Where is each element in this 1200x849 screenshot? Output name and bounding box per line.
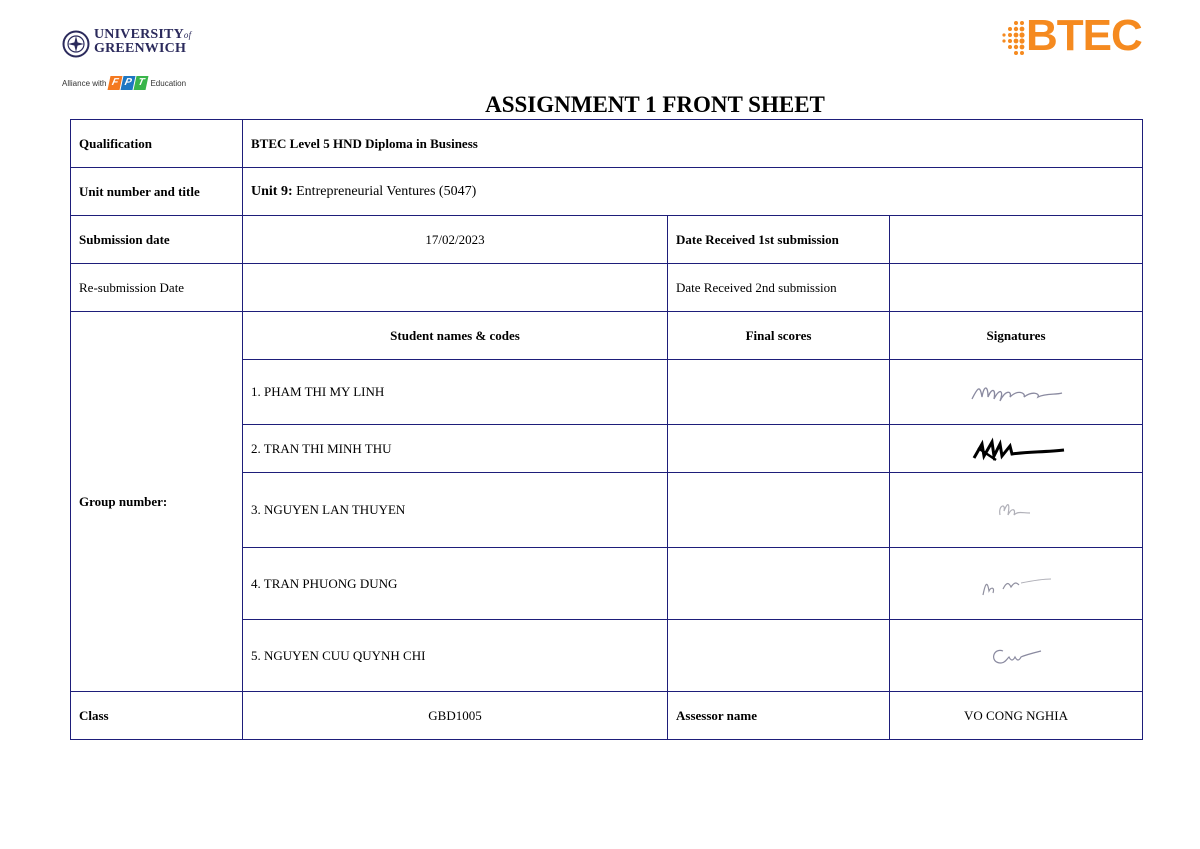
qualification-label: Qualification xyxy=(71,120,243,168)
signature-3-icon xyxy=(986,495,1046,525)
class-row xyxy=(71,692,1143,740)
btec-wordmark: BTEC xyxy=(1026,11,1142,60)
resubmission-value xyxy=(243,264,668,312)
received-1st-label: Date Received 1st submission xyxy=(668,216,890,264)
assessor-label: Assessor name xyxy=(668,692,890,740)
unit-label: Unit number and title xyxy=(71,168,243,216)
btec-logo xyxy=(996,11,1146,62)
received-2nd-label: Date Received 2nd submission xyxy=(668,264,890,312)
student-signature xyxy=(890,360,1143,425)
alliance-prefix: Alliance with xyxy=(62,78,107,88)
signature-2-icon xyxy=(966,434,1066,464)
student-score xyxy=(668,473,890,548)
submission-label: Submission date xyxy=(71,216,243,264)
alliance-suffix: Education xyxy=(150,78,187,88)
class-value: GBD1005 xyxy=(243,692,668,740)
submission-row xyxy=(71,216,1143,264)
scores-header: Final scores xyxy=(668,312,890,360)
university-seal-icon xyxy=(62,30,90,58)
group-number-label: Group number: xyxy=(71,312,243,692)
page-title: ASSIGNMENT 1 FRONT SHEET xyxy=(485,92,825,117)
class-label: Class xyxy=(71,692,243,740)
students-header: Student names & codes xyxy=(243,312,668,360)
received-1st-value xyxy=(890,216,1143,264)
signature-1-icon xyxy=(966,377,1066,407)
resubmission-label: Re-submission Date xyxy=(71,264,243,312)
student-name: 4. TRAN PHUONG DUNG xyxy=(243,548,668,620)
fpt-letter-p: P xyxy=(121,76,136,90)
unit-row xyxy=(71,168,1143,216)
university-name: UNIVERSITYof GREENWICH xyxy=(94,27,192,56)
university-of-greenwich-logo xyxy=(62,28,202,94)
unit-prefix: Unit 9: xyxy=(251,183,293,199)
unit-title: Entrepreneurial Ventures (5047) xyxy=(296,183,477,199)
student-signature xyxy=(890,548,1143,620)
student-name: 3. NGUYEN LAN THUYEN xyxy=(243,473,668,548)
signature-5-icon xyxy=(981,641,1051,671)
student-score xyxy=(668,548,890,620)
signature-4-icon xyxy=(971,569,1061,599)
student-signature xyxy=(890,425,1143,473)
student-signature xyxy=(890,620,1143,692)
btec-dots-icon xyxy=(996,20,1026,56)
student-score xyxy=(668,620,890,692)
fpt-logo xyxy=(109,76,147,90)
unit-cell xyxy=(243,168,1143,216)
group-header-row xyxy=(71,312,1143,360)
student-name: 5. NGUYEN CUU QUYNH CHI xyxy=(243,620,668,692)
student-signature xyxy=(890,473,1143,548)
fpt-letter-f: F xyxy=(108,76,123,90)
received-2nd-value xyxy=(890,264,1143,312)
qualification-value: BTEC Level 5 HND Diploma in Business xyxy=(243,120,1143,168)
submission-value: 17/02/2023 xyxy=(243,216,668,264)
fpt-letter-t: T xyxy=(134,76,149,90)
assessor-value: VO CONG NGHIA xyxy=(890,692,1143,740)
student-score xyxy=(668,425,890,473)
student-name: 1. PHAM THI MY LINH xyxy=(243,360,668,425)
qualification-row xyxy=(71,120,1143,168)
student-name: 2. TRAN THI MINH THU xyxy=(243,425,668,473)
signatures-header: Signatures xyxy=(890,312,1143,360)
fpt-alliance xyxy=(62,76,186,90)
front-sheet-table xyxy=(70,119,1143,740)
student-score xyxy=(668,360,890,425)
resubmission-row xyxy=(71,264,1143,312)
